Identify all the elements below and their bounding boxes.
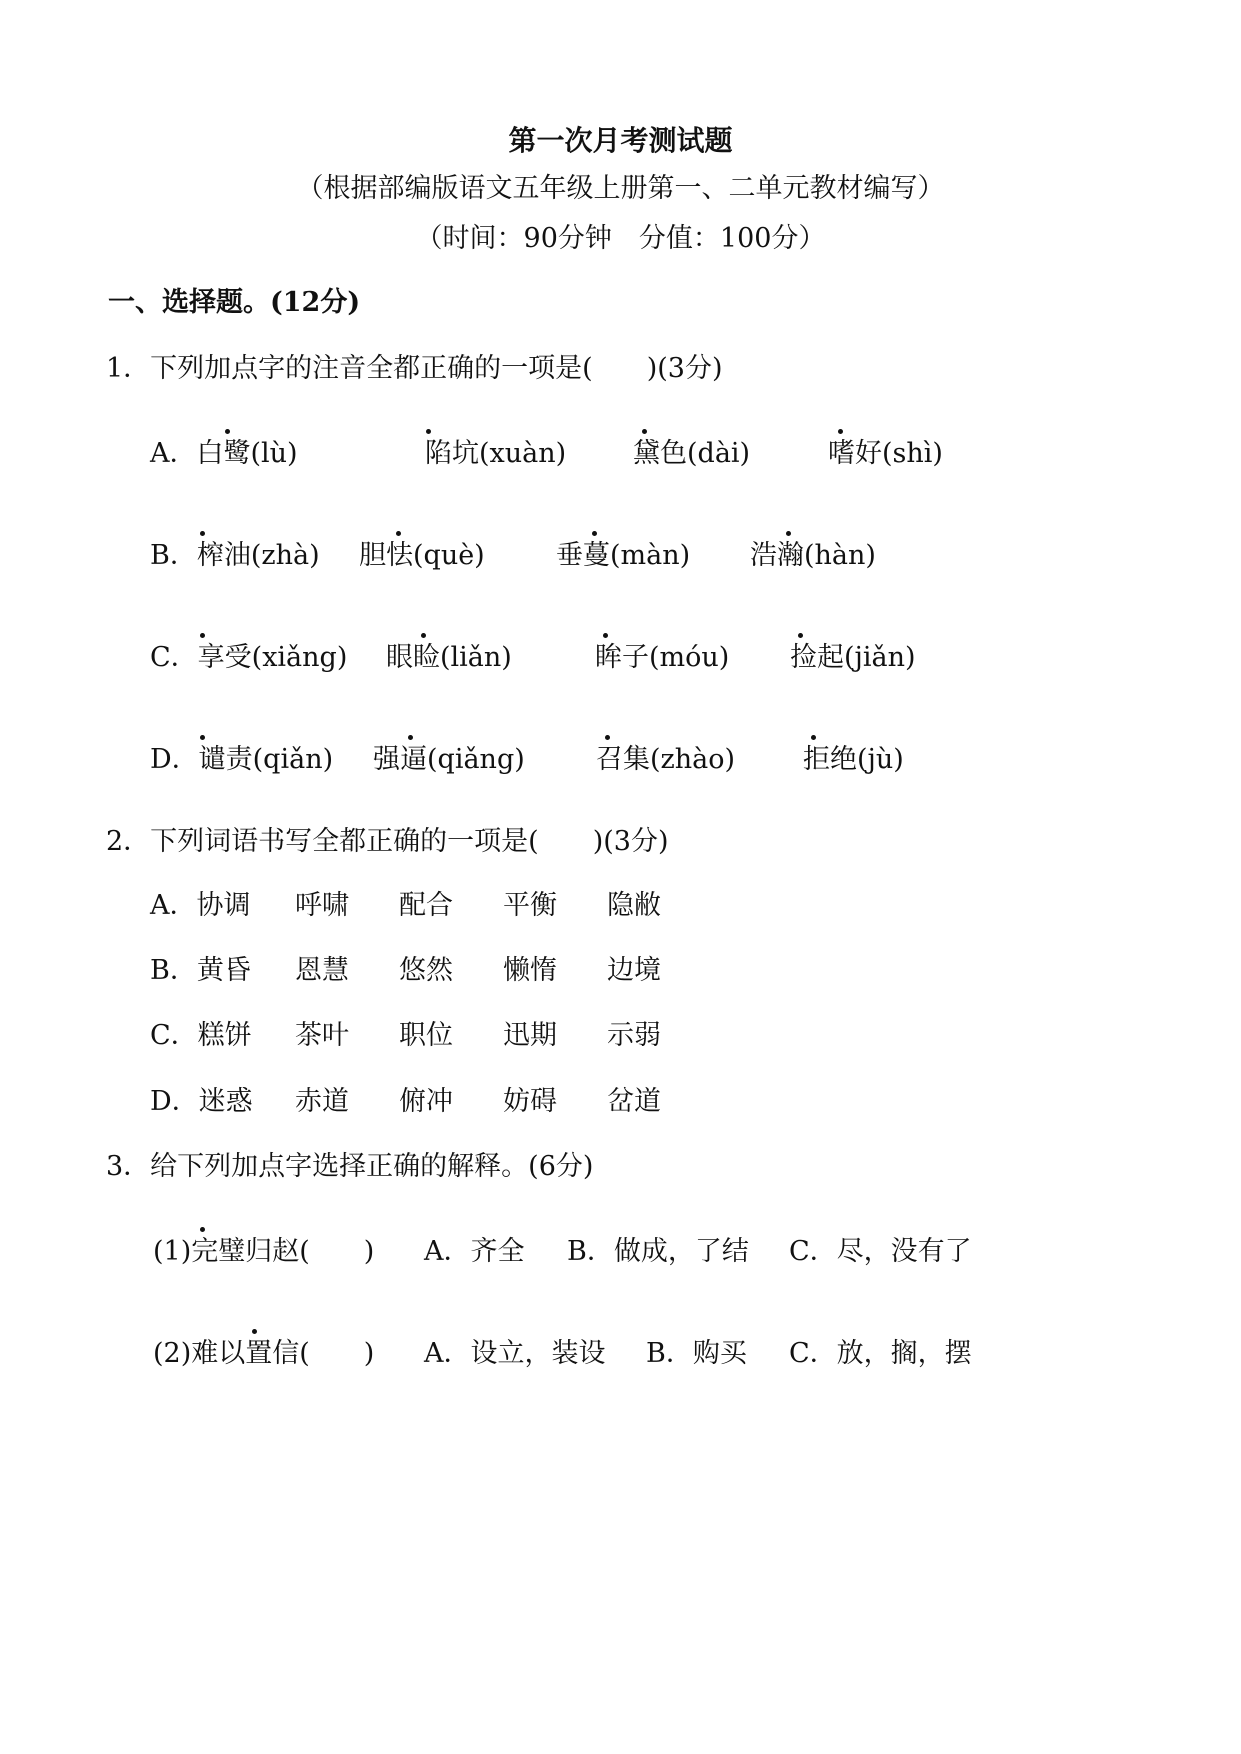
question-1-stem: 1．下列加点字的注音全都正确的一项是( )(3分) xyxy=(106,353,723,384)
emphasis-dot xyxy=(200,735,205,740)
q2-option-d-3: 俯冲 xyxy=(399,1086,453,1117)
q1-option-a-3: 黛色(dài) xyxy=(633,438,751,469)
emphasis-dot xyxy=(605,735,610,740)
q3-item-1-choice-a: A．齐全 xyxy=(424,1236,525,1267)
q1-option-d-3: 召集(zhào) xyxy=(596,744,736,775)
q2-option-a-2: 呼啸 xyxy=(295,890,349,921)
q3-item-1-choice-c: C．尽，没有了 xyxy=(789,1236,972,1267)
q2-option-d-4: 妨碍 xyxy=(503,1086,557,1117)
page-title: 第一次月考测试题 xyxy=(508,124,733,157)
q1-option-d-2: 强逼(qiǎng) xyxy=(373,744,525,775)
q1-option-c-4: 捡起(jiǎn) xyxy=(790,642,916,673)
q2-option-c-2: 茶叶 xyxy=(295,1020,349,1051)
emphasis-dot xyxy=(592,531,597,536)
q1-option-b-3: 垂蔓(màn) xyxy=(556,540,691,571)
q2-option-b-3: 悠然 xyxy=(399,955,453,986)
q1-option-c-2: 眼睑(liǎn) xyxy=(386,642,512,673)
q2-option-c-5: 示弱 xyxy=(607,1020,661,1051)
q1-option-a-2: 陷坑(xuàn) xyxy=(425,438,567,469)
section-heading: 一、选择题。(12分) xyxy=(108,287,361,318)
q2-option-b-5: 边境 xyxy=(607,955,661,986)
q2-option-c-4: 迅期 xyxy=(503,1020,557,1051)
q1-option-c-3: 眸子(móu) xyxy=(595,642,730,673)
q2-option-c-1: C．糕饼 xyxy=(150,1020,252,1051)
q3-item-2-choice-b: B．购买 xyxy=(646,1338,747,1369)
q1-option-a-1: A．白鹭(lù) xyxy=(150,438,298,469)
emphasis-dot xyxy=(252,1329,257,1334)
emphasis-dot xyxy=(838,429,843,434)
q2-option-d-1: D．迷惑 xyxy=(150,1086,253,1117)
exam-meta: （时间：90分钟 分值：100分） xyxy=(415,223,826,254)
q2-option-a-4: 平衡 xyxy=(503,890,557,921)
emphasis-dot xyxy=(603,633,608,638)
emphasis-dot xyxy=(225,429,230,434)
question-3-stem: 3．给下列加点字选择正确的解释。(6分) xyxy=(106,1151,594,1182)
emphasis-dot xyxy=(408,735,413,740)
emphasis-dot xyxy=(811,735,816,740)
q2-option-a-5: 隐敝 xyxy=(607,890,661,921)
emphasis-dot xyxy=(200,633,205,638)
emphasis-dot xyxy=(200,1227,205,1232)
emphasis-dot xyxy=(786,531,791,536)
q2-option-d-2: 赤道 xyxy=(295,1086,349,1117)
q1-option-c-1: C．享受(xiǎng) xyxy=(150,642,348,673)
q3-item-2-choice-a: A．设立，装设 xyxy=(424,1338,606,1369)
emphasis-dot xyxy=(421,633,426,638)
q2-option-c-3: 职位 xyxy=(399,1020,453,1051)
q1-option-b-4: 浩瀚(hàn) xyxy=(750,540,876,571)
q2-option-a-3: 配合 xyxy=(399,890,453,921)
q2-option-b-2: 恩慧 xyxy=(295,955,349,986)
q3-item-2-choice-c: C．放，搁，摆 xyxy=(789,1338,972,1369)
q1-option-b-1: B．榨油(zhà) xyxy=(150,540,320,571)
q3-item-1-choice-b: B．做成，了结 xyxy=(567,1236,749,1267)
emphasis-dot xyxy=(426,429,431,434)
page-subtitle: （根据部编版语文五年级上册第一、二单元教材编写） xyxy=(296,173,945,204)
emphasis-dot xyxy=(200,531,205,536)
q1-option-a-4: 嗜好(shì) xyxy=(828,438,943,469)
q2-option-a-1: A．协调 xyxy=(150,890,251,921)
q2-option-b-1: B．黄昏 xyxy=(150,955,251,986)
q3-item-1-phrase: (1)完璧归赵( ) xyxy=(153,1236,375,1267)
q2-option-b-4: 懒惰 xyxy=(503,955,557,986)
emphasis-dot xyxy=(798,633,803,638)
q1-option-d-1: D．谴责(qiǎn) xyxy=(150,744,334,775)
question-2-stem: 2．下列词语书写全都正确的一项是( )(3分) xyxy=(106,826,669,857)
q2-option-d-5: 岔道 xyxy=(607,1086,661,1117)
q1-option-b-2: 胆怯(què) xyxy=(359,540,485,571)
q1-option-d-4: 拒绝(jù) xyxy=(803,744,904,775)
q3-item-2-phrase: (2)难以置信( ) xyxy=(153,1338,375,1369)
emphasis-dot xyxy=(642,429,647,434)
emphasis-dot xyxy=(396,531,401,536)
